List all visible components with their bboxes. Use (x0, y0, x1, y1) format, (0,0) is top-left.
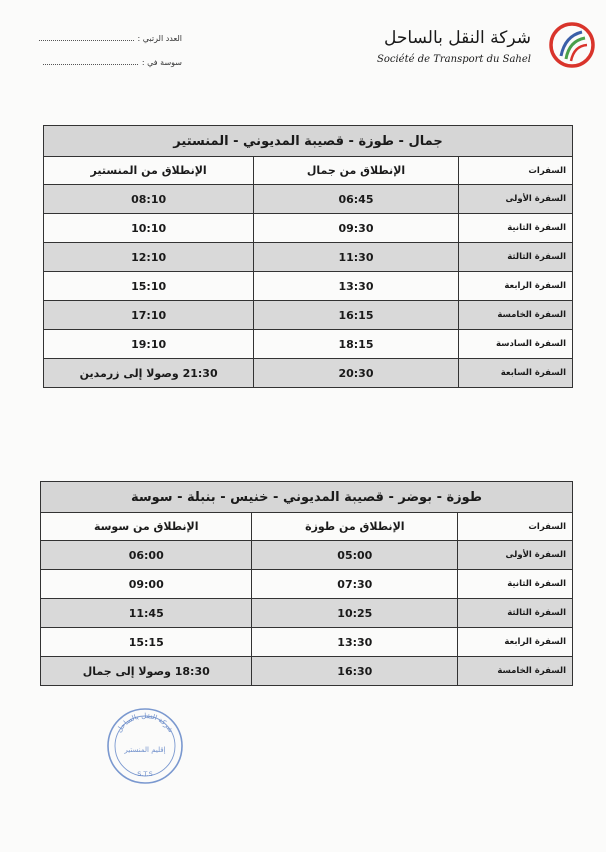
departure-time-b: 08:10 (44, 185, 254, 214)
departure-time-b: 17:10 (44, 301, 254, 330)
departure-time-a: 07:30 (252, 570, 458, 599)
departure-time-a: 18:15 (254, 330, 458, 359)
trip-label: السفرة السادسة (458, 330, 572, 359)
table-title: طوزة - بوضر - قصيبة المديوني - خنيس - بنبلة - سوسة (41, 482, 573, 513)
table-row (41, 657, 573, 686)
table-row (44, 214, 573, 243)
table-title-row (44, 126, 573, 157)
date-blank (43, 64, 138, 65)
departure-time-a: 16:30 (252, 657, 458, 686)
departure-time-a: 09:30 (254, 214, 458, 243)
table-row (44, 243, 573, 272)
table-row (44, 330, 573, 359)
header-departure-a: الإنطلاق من طوزة (252, 513, 458, 541)
stamp-company-text: شركة النقل بالساحل (115, 711, 175, 734)
schedule-table-jemmal-monastir (43, 125, 573, 388)
company-logo-icon (549, 22, 595, 68)
stamp-region-text: إقليم المنستير (124, 746, 166, 754)
table-row (44, 272, 573, 301)
departure-time-b: 21:30 وصولا إلى زرمدين (44, 359, 254, 388)
departure-time-a: 10:25 (252, 599, 458, 628)
company-name-arabic: شركة النقل بالساحل (384, 28, 531, 48)
departure-time-a: 13:30 (254, 272, 458, 301)
departure-time-a: 16:15 (254, 301, 458, 330)
departure-time-b: 12:10 (44, 243, 254, 272)
departure-time-b: 18:30 وصولا إلى جمال (41, 657, 252, 686)
trip-label: السفرة الثانية (458, 214, 572, 243)
stamp-abbr-text: S.T.S (137, 770, 153, 778)
departure-time-b: 15:15 (41, 628, 252, 657)
trip-label: السفرة السابعة (458, 359, 572, 388)
departure-time-a: 06:45 (254, 185, 458, 214)
table-header-row (44, 157, 573, 185)
trip-label: السفرة الخامسة (458, 301, 572, 330)
departure-time-b: 11:45 (41, 599, 252, 628)
table-row (44, 359, 573, 388)
header-departure-a: الإنطلاق من جمال (254, 157, 458, 185)
reference-number-label: العدد الرتبي : (137, 34, 182, 43)
departure-time-b: 15:10 (44, 272, 254, 301)
header-trips: السفرات (458, 157, 572, 185)
departure-time-b: 19:10 (44, 330, 254, 359)
trip-label: السفرة الأولى (458, 541, 573, 570)
departure-time-a: 20:30 (254, 359, 458, 388)
departure-time-a: 13:30 (252, 628, 458, 657)
departure-time-b: 10:10 (44, 214, 254, 243)
header-trips: السفرات (458, 513, 573, 541)
company-header (377, 14, 595, 76)
departure-time-a: 05:00 (252, 541, 458, 570)
trip-label: السفرة الأولى (458, 185, 572, 214)
reference-number-line (39, 34, 182, 43)
table-row (41, 570, 573, 599)
trip-label: السفرة الثالثة (458, 243, 572, 272)
header-departure-b: الإنطلاق من سوسة (41, 513, 252, 541)
trip-label: السفرة الثالثة (458, 599, 573, 628)
date-line (43, 58, 182, 67)
trip-label: السفرة الرابعة (458, 272, 572, 301)
departure-time-b: 09:00 (41, 570, 252, 599)
table-header-row (41, 513, 573, 541)
table-row (41, 628, 573, 657)
table-row (41, 599, 573, 628)
table-title: جمال - طوزة - قصيبة المديوني - المنستير (44, 126, 573, 157)
company-name-french: Société de Transport du Sahel (377, 54, 531, 65)
date-label: سوسة في : (141, 58, 182, 67)
company-stamp-icon (105, 706, 185, 786)
departure-time-b: 06:00 (41, 541, 252, 570)
reference-number-blank (39, 40, 134, 41)
schedule-table-touza-sousse (40, 481, 573, 686)
header-departure-b: الإنطلاق من المنستير (44, 157, 254, 185)
table-row (44, 185, 573, 214)
trip-label: السفرة الخامسة (458, 657, 573, 686)
table-row (41, 541, 573, 570)
trip-label: السفرة الثانية (458, 570, 573, 599)
table-row (44, 301, 573, 330)
table-title-row (41, 482, 573, 513)
departure-time-a: 11:30 (254, 243, 458, 272)
trip-label: السفرة الرابعة (458, 628, 573, 657)
